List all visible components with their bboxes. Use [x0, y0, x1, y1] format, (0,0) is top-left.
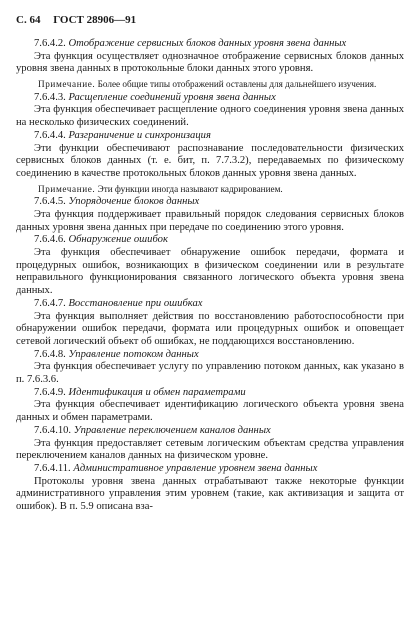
section-heading [16, 463, 404, 476]
section-heading [16, 425, 404, 438]
section-heading [16, 298, 404, 311]
section-heading [16, 387, 404, 400]
paragraph: Эти функции обеспечивают распознавание последовательности физических сервисных блоков данных (т. е. бит, п. 7.7.3.2), передаваемых по физическому соединению в качестве протокольных блоков данных уровня звена данных. [16, 142, 404, 179]
paragraph: Эта функция осуществляет однозначное отображение сервисных блоков данных уровня звена данных в протокольные блоки данных этого уровня. [16, 50, 404, 75]
section-title: Управление переключением каналов данных [73, 424, 271, 436]
paragraph: Эта функция поддерживает правильный порядок следования сервисных блоков данных уровня звена данных при передаче по соединению этого уровня. [16, 208, 404, 233]
document-body [16, 38, 404, 514]
section-number: 7.6.4.6. [34, 234, 66, 246]
section-heading [16, 349, 404, 362]
paragraph: Эта функция обеспечивает идентификацию логического объекта уровня звена данных и обмен параметрами. [16, 399, 404, 424]
section-title: Разграничение и синхронизация [68, 129, 211, 141]
section-title: Расщепление соединений уровня звена данных [68, 91, 276, 103]
section-number: 7.6.4.3. [34, 91, 66, 103]
note-label: Примечание. [38, 183, 96, 194]
section-number: 7.6.4.8. [34, 348, 66, 360]
section-number: 7.6.4.4. [34, 129, 66, 141]
section-number: 7.6.4.2. [34, 38, 66, 49]
paragraph: Эта функция предоставляет сетевым логическим объектам средства управления переключением каналов данных на физическом уровне. [16, 437, 404, 462]
note [16, 79, 404, 91]
section-heading [16, 130, 404, 143]
section-number: 7.6.4.7. [34, 297, 66, 309]
paragraph: Эта функция обеспечивает обнаружение ошибок передачи, формата и процедурных ошибок, возникающих в физическом соединении или в результате неправильного функционирования связанного логического объекта уровня звена данных. [16, 247, 404, 297]
section-title: Восстановление при ошибках [68, 297, 203, 309]
section-heading [16, 234, 404, 247]
section-heading [16, 38, 404, 51]
section-title: Упорядочение блоков данных [68, 196, 200, 208]
section-heading [16, 196, 404, 209]
note-text: Эти функции иногда называют кадрированием. [97, 183, 283, 194]
page-number: С. 64 [16, 14, 41, 26]
section-title: Обнаружение ошибок [68, 234, 168, 246]
section-title: Идентификация и обмен параметрами [68, 386, 246, 398]
note-label: Примечание. [38, 79, 96, 90]
paragraph: Эта функция обеспечивает расщепление одного соединения уровня звена данных на несколько физических соединений. [16, 104, 404, 129]
section-title: Административное управление уровнем звена данных [73, 462, 318, 474]
section-number: 7.6.4.11. [34, 462, 71, 474]
section-heading [16, 92, 404, 105]
section-number: 7.6.4.5. [34, 196, 66, 208]
paragraph: Протоколы уровня звена данных отрабатывают также некоторые функции административного управления этим уровнем (такие, как активизация и защита от ошибок). В п. 5.9 описана вза- [16, 475, 404, 513]
note [16, 184, 404, 196]
page-header [16, 14, 404, 30]
paragraph: Эта функция выполняет действия по восстановлению работоспособности при обнаружении ошибок передачи, формата или процедурных ошибок и оповещает сетевой логический объект об ошибках, не поддающихся восстановлению. [16, 310, 404, 347]
note-text: Более общие типы отображений оставлены для дальнейшего изучения. [97, 79, 377, 90]
section-number: 7.6.4.9. [34, 386, 66, 398]
section-title: Отображение сервисных блоков данных уровня звена данных [68, 38, 347, 49]
section-title: Управление потоком данных [68, 348, 199, 360]
paragraph: Эта функция обеспечивает услугу по управлению потоком данных, как указано в п. 7.6.3.6. [16, 361, 404, 386]
standard-title: ГОСТ 28906—91 [53, 14, 137, 26]
section-number: 7.6.4.10. [34, 424, 72, 436]
